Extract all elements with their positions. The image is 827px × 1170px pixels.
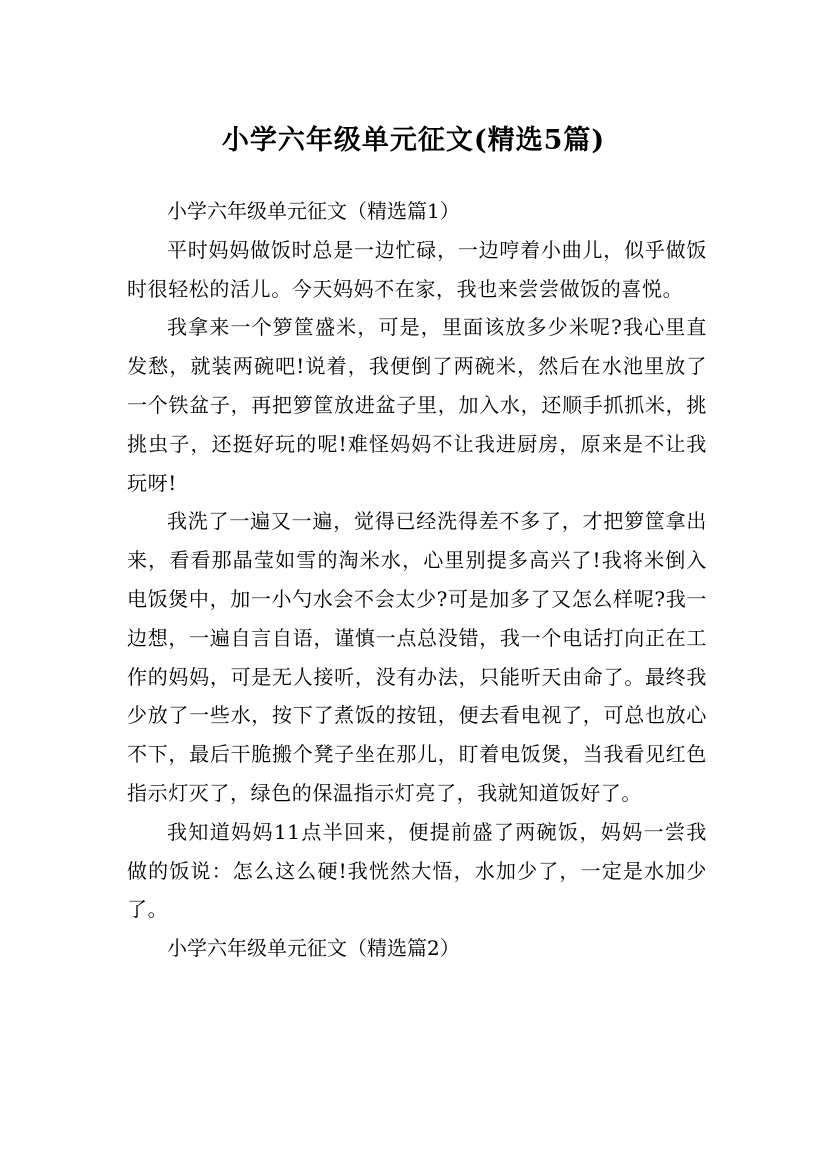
section-heading-1: 小学六年级单元征文（精选篇1） <box>167 199 460 223</box>
document-title: 小学六年级单元征文(精选5篇) <box>221 125 606 157</box>
document-body <box>127 192 707 968</box>
paragraph-2: 我拿来一个箩筐盛米，可是，里面该放多少米呢?我心里直发愁，就装两碗吧!说着，我便倒了两碗米，然后在水池里放了一个铁盆子，再把箩筐放进盆子里，加入水，还顺手抓抓米，挑挑虫子，还挺好玩的呢!难怪妈妈不让我进厨房，原来是不让我玩呀! <box>127 315 707 495</box>
paragraph-3: 我洗了一遍又一遍，觉得已经洗得差不多了，才把箩筐拿出来，看看那晶莹如雪的淘米水，心里别提多高兴了!我将米倒入电饭煲中，加一小勺水会不会太少?可是加多了又怎么样呢?我一边想，一遍自言自语，谨慎一点总没错，我一个电话打向正在工作的妈妈，可是无人接听，没有办法，只能听天由命了。最终我少放了一些水，按下了煮饭的按钮，便去看电视了，可总也放心不下，最后干脆搬个凳子坐在那儿，盯着电饭煲，当我看见红色指示灯灭了，绿色的保温指示灯亮了，我就知道饭好了。 <box>127 509 707 805</box>
paragraph-4: 我知道妈妈11点半回来，便提前盛了两碗饭，妈妈一尝我做的饭说：怎么这么硬!我恍然大悟，水加少了，一定是水加少了。 <box>127 819 707 922</box>
paragraph-1: 平时妈妈做饭时总是一边忙碌，一边哼着小曲儿，似乎做饭时很轻松的活儿。今天妈妈不在家，我也来尝尝做饭的喜悦。 <box>127 237 707 301</box>
section-heading-2: 小学六年级单元征文（精选篇2） <box>167 936 460 961</box>
